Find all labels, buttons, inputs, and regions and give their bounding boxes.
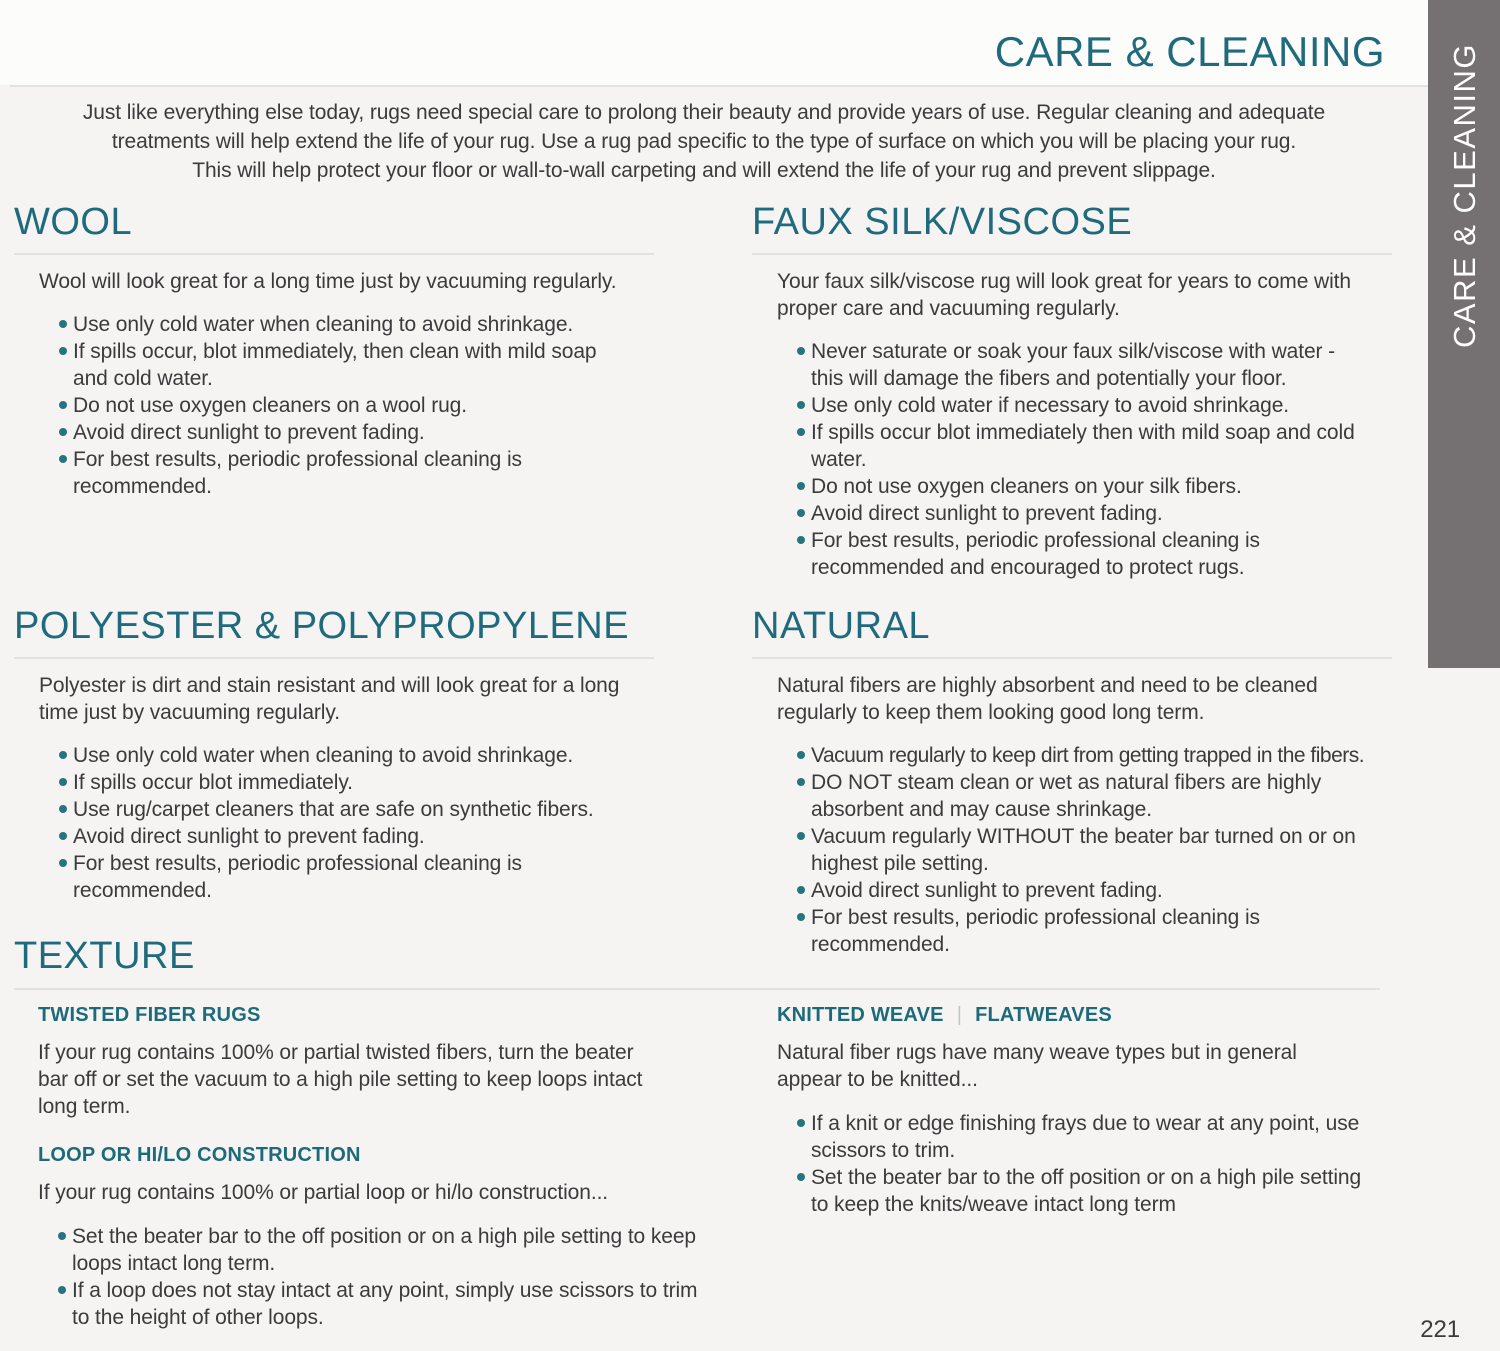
section-faux-silk	[752, 202, 1392, 581]
natural-heading: NATURAL	[752, 606, 1392, 659]
bullet-item: Avoid direct sunlight to prevent fading.	[59, 823, 634, 850]
bullet-item: If spills occur blot immediately then with mild soap and cold water.	[797, 419, 1372, 473]
intro-line: Just like everything else today, rugs need special care to prolong their beauty and provide years of use. Regular cleaning and adequate	[82, 101, 1326, 124]
section-natural	[752, 606, 1392, 958]
knitted-weave-body: Natural fiber rugs have many weave types but in general appear to be knitted...	[777, 1041, 1297, 1091]
bullet-item: Use rug/carpet cleaners that are safe on synthetic fibers.	[59, 796, 634, 823]
bullet-item: Use only cold water when cleaning to avoid shrinkage.	[59, 311, 634, 338]
bullet-item: For best results, periodic professional cleaning is recommended and encouraged to protect rugs.	[797, 527, 1372, 581]
natural-bullet-list	[797, 742, 1392, 958]
bullet-item: Avoid direct sunlight to prevent fading.	[59, 419, 634, 446]
header-divider	[10, 85, 1428, 87]
subsection-twisted-fiber	[38, 1004, 698, 1120]
flatweaves-label: FLATWEAVES	[975, 1004, 1112, 1026]
polyester-intro: Polyester is dirt and stain resistant and will look great for a long time just by vacuuming regularly.	[39, 673, 620, 724]
intro-paragraph	[58, 98, 1350, 185]
knitted-weave-bullet-list	[797, 1110, 1397, 1218]
bullet-item: If a loop does not stay intact at any point, simply use scissors to trim to the height of other loops.	[58, 1277, 698, 1331]
bullet-item: Avoid direct sunlight to prevent fading.	[797, 500, 1372, 527]
bullet-item: DO NOT steam clean or wet as natural fibers are highly absorbent and may cause shrinkage.	[797, 769, 1372, 823]
bullet-item: Use only cold water if necessary to avoid shrinkage.	[797, 392, 1372, 419]
bullet-item: For best results, periodic professional cleaning is recommended.	[59, 850, 634, 904]
wool-heading: WOOL	[14, 202, 654, 255]
polyester-heading: POLYESTER & POLYPROPYLENE	[14, 606, 654, 659]
wool-bullet-list	[59, 311, 654, 500]
texture-heading: TEXTURE	[14, 935, 195, 977]
bullet-item: Use only cold water when cleaning to avoid shrinkage.	[59, 742, 634, 769]
knitted-weave-label: KNITTED WEAVE	[777, 1004, 944, 1026]
faux-silk-intro: Your faux silk/viscose rug will look great for years to come with proper care and vacuuming regularly.	[777, 269, 1351, 320]
side-tab-label: CARE & CLEANING	[1447, 42, 1482, 348]
bullet-item: For best results, periodic professional cleaning is recommended.	[59, 446, 634, 500]
bullet-item: Avoid direct sunlight to prevent fading.	[797, 877, 1372, 904]
intro-line: treatments will help extend the life of your rug. Use a rug pad specific to the type of surface on which you will be placing your rug.	[111, 130, 1297, 153]
natural-intro: Natural fibers are highly absorbent and need to be cleaned regularly to keep them looking good long term.	[777, 673, 1318, 724]
polyester-bullet-list	[59, 742, 654, 904]
section-wool	[14, 202, 654, 500]
wool-intro: Wool will look great for a long time just by vacuuming regularly.	[39, 269, 617, 293]
loop-hilo-body: If your rug contains 100% or partial loop or hi/lo construction...	[38, 1181, 609, 1204]
section-texture-heading	[14, 936, 1380, 990]
bullet-item: If a knit or edge finishing frays due to wear at any point, use scissors to trim.	[797, 1110, 1382, 1164]
bullet-item: Never saturate or soak your faux silk/viscose with water - this will damage the fibers and potentially your floor.	[797, 338, 1372, 392]
faux-silk-bullet-list	[797, 338, 1392, 581]
bullet-item: If spills occur blot immediately.	[59, 769, 634, 796]
subsection-knitted-weave	[777, 1004, 1397, 1218]
twisted-fiber-heading: TWISTED FIBER RUGS	[38, 1004, 261, 1026]
bullet-item: Set the beater bar to the off position or on a high pile setting to keep loops intact long term.	[58, 1223, 698, 1277]
page-number: 221	[1420, 1316, 1460, 1343]
loop-hilo-heading: LOOP OR HI/LO CONSTRUCTION	[38, 1144, 361, 1166]
section-polyester	[14, 606, 654, 904]
bullet-item: Do not use oxygen cleaners on your silk fibers.	[797, 473, 1372, 500]
loop-hilo-bullet-list	[58, 1223, 718, 1331]
page-title: CARE & CLEANING	[994, 28, 1385, 75]
subsection-loop-hilo	[38, 1144, 718, 1331]
bullet-item: For best results, periodic professional cleaning is recommended.	[797, 904, 1372, 958]
heading-separator: |	[956, 1004, 963, 1026]
twisted-fiber-body: If your rug contains 100% or partial twisted fibers, turn the beater bar off or set the vacuum to a high pile setting to keep loops intact long term.	[38, 1041, 643, 1118]
bullet-item: Do not use oxygen cleaners on a wool rug.	[59, 392, 634, 419]
bullet-item: Vacuum regularly WITHOUT the beater bar turned on or on highest pile setting.	[797, 823, 1372, 877]
bullet-item: If spills occur, blot immediately, then clean with mild soap and cold water.	[59, 338, 634, 392]
knitted-weave-heading	[777, 1004, 1397, 1027]
faux-silk-heading: FAUX SILK/VISCOSE	[752, 202, 1392, 255]
bullet-item: Set the beater bar to the off position or on a high pile setting to keep the knits/weave intact long term	[797, 1164, 1382, 1218]
bullet-item: Vacuum regularly to keep dirt from getting trapped in the fibers.	[797, 742, 1372, 769]
intro-line: This will help protect your floor or wall-to-wall carpeting and will extend the life of your rug and prevent slippage.	[192, 159, 1216, 182]
